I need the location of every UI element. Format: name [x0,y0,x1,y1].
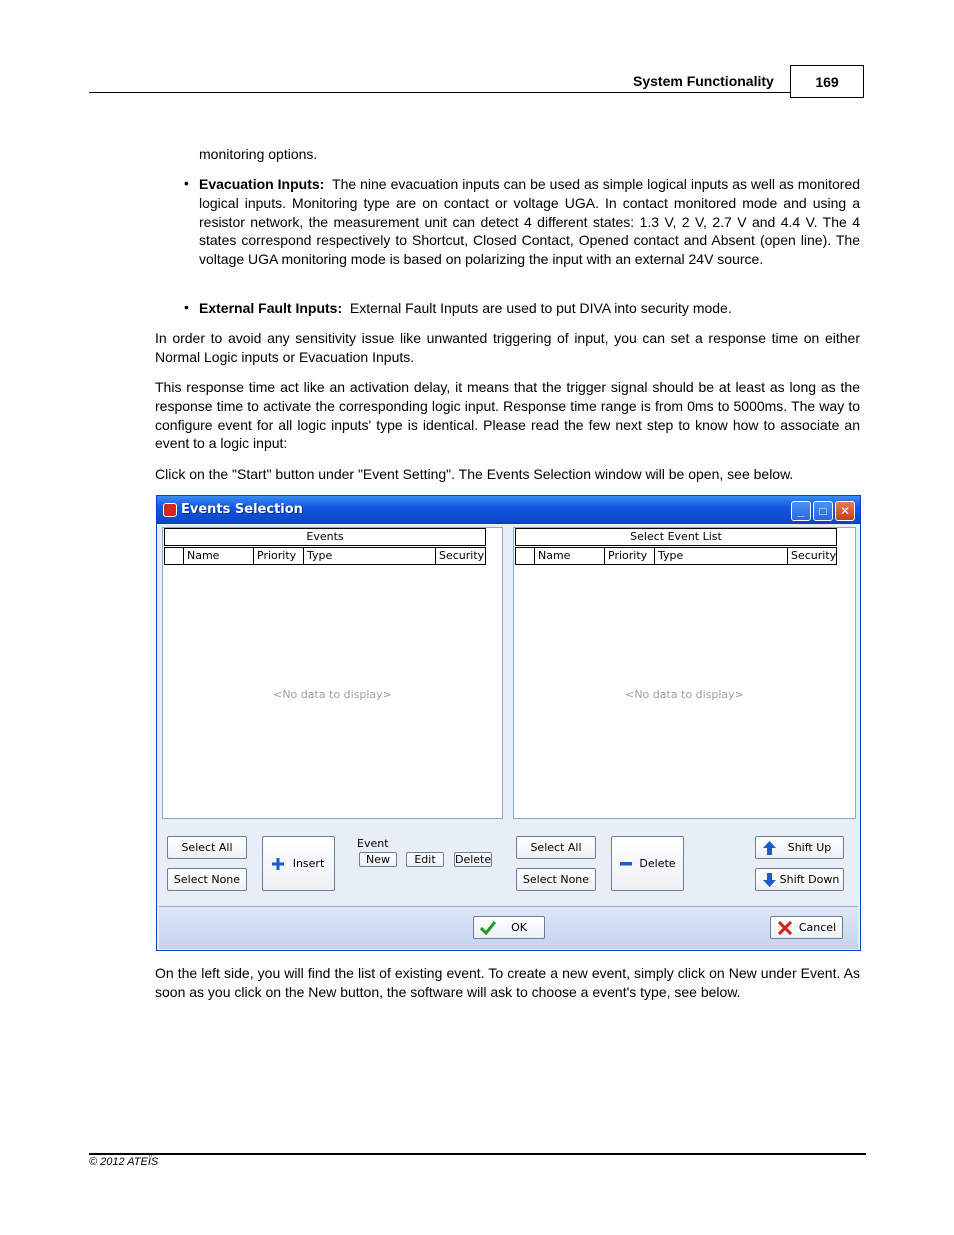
delete-button[interactable] [611,836,684,891]
column-header-name[interactable]: Name [535,547,605,565]
column-header-name[interactable]: Name [184,547,254,565]
arrow-down-icon [763,873,776,887]
shift-down-button[interactable] [755,868,844,891]
delete-event-button[interactable] [454,852,492,867]
bullet-dot: • [184,299,189,315]
insert-button[interactable] [262,836,335,891]
events-selection-dialog [156,495,861,951]
intro-line: monitoring options. [199,146,318,162]
right-select-none-button[interactable] [516,868,596,891]
page-header-title: System Functionality [633,73,774,89]
select-event-list-grid[interactable] [513,527,856,819]
dialog-title: Events Selection [181,502,303,517]
bullet-text: External Fault Inputs are used to put DIVA into security mode. [349,300,732,316]
events-grid[interactable] [162,527,503,819]
button-label: Delete [455,853,492,866]
grid-band-header: Select Event List [515,528,837,546]
app-icon [163,503,177,517]
column-header-priority[interactable]: Priority [605,547,655,565]
bullet-dot: • [184,175,189,191]
button-label: Insert [292,857,325,870]
button-label: OK [511,921,527,934]
header-rule [89,92,791,93]
minimize-icon[interactable]: _ [791,501,811,521]
button-label: Select None [173,873,241,886]
bullet-external-fault-inputs [199,299,860,318]
column-header-priority[interactable]: Priority [254,547,304,565]
plus-icon [272,858,284,870]
button-label: Shift Up [787,841,832,854]
button-label: New [366,853,390,866]
x-icon [778,921,792,935]
left-select-none-button[interactable] [167,868,247,891]
dialog-titlebar[interactable] [157,496,860,524]
column-header-type[interactable]: Type [655,547,788,565]
minus-icon [620,862,632,866]
copyright: © 2012 ATEÏS [89,1156,159,1168]
new-event-button[interactable] [359,852,397,867]
paragraph: Click on the "Start" button under "Event Setting". The Events Selection window will be open, see below. [155,466,794,482]
button-label: Shift Down [779,873,840,886]
empty-grid-message: <No data to display> [625,688,744,701]
edit-event-button[interactable] [406,852,444,867]
column-header-security[interactable]: Security [788,547,837,565]
column-header-security[interactable]: Security [436,547,486,565]
page-number: 169 [790,65,864,98]
right-select-all-button[interactable] [516,836,596,859]
button-label: Select All [181,841,233,854]
footer-rule [89,1153,866,1155]
bullet-label: External Fault Inputs: [199,300,343,316]
event-group [353,837,497,891]
arrow-up-icon [763,841,776,855]
grid-band-header: Events [164,528,486,546]
button-label: Delete [639,857,676,870]
cancel-button[interactable] [770,916,843,939]
close-icon[interactable]: ✕ [835,501,855,521]
shift-up-button[interactable] [755,836,844,859]
button-label: Edit [414,853,436,866]
button-label: Cancel [798,921,837,934]
paragraph: In order to avoid any sensitivity issue like unwanted triggering of input, you can set a response time on either Normal Logic inputs or Evacuation Inputs. [155,330,860,365]
column-header-type[interactable]: Type [304,547,436,565]
checkmark-icon [480,921,496,935]
paragraph: This response time act like an activation delay, it means that the trigger signal should be at least as long as the response time to activate the corresponding logic input. Response time range is from 0ms to 5000ms. The way to configure event for all logic inputs' type is identical. Please read the few next step to know how to associate an event to a logic input: [155,379,860,452]
event-group-label: Event [357,837,389,850]
bullet-evacuation-inputs [199,175,860,269]
ok-button[interactable] [473,916,545,939]
bullet-text: The nine evacuation inputs can be used as simple logical inputs as well as monitored logical inputs. Monitoring type are on contact or voltage UGA. In contact monitored mode and using a resistor network, the measurement unit can detect 4 different states: 1.3 V, 2 V, 2.7 V and 4.4 V. The 4 states correspond respectively to Shortcut, Closed Contact, Opened contact and Absent (open line). The voltage UGA monitoring mode is based on polarizing the input with an external 24V source. [199,176,861,268]
paragraph: On the left side, you will find the list of existing event. To create a new event, simply click on New under Event. As soon as you click on the New button, the software will ask to choose a event's type, see below. [155,965,860,1000]
button-label: Select None [522,873,590,886]
left-select-all-button[interactable] [167,836,247,859]
grid-indicator-column [164,547,184,565]
bullet-label: Evacuation Inputs: [199,176,325,192]
button-label: Select All [530,841,582,854]
grid-indicator-column [515,547,535,565]
empty-grid-message: <No data to display> [273,688,392,701]
maximize-icon[interactable]: □ [813,501,833,521]
